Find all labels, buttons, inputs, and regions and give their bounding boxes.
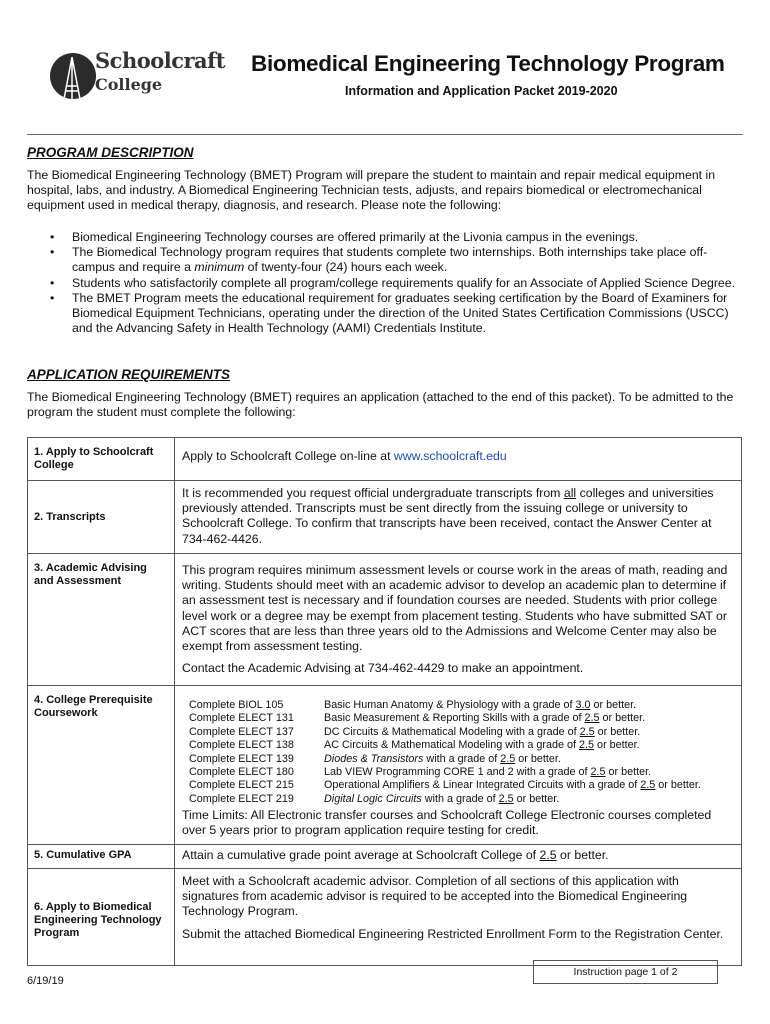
course-code: Complete BIOL 105 — [189, 699, 284, 711]
course-text: or better. — [599, 712, 646, 725]
course-text: or better. — [594, 725, 641, 738]
row-text: Submit the attached Biomedical Engineering Restricted Enrollment Form to the Registration Center. — [182, 927, 724, 942]
row-label: 1. Apply to Schoolcraft College — [28, 438, 175, 481]
course-name: Lab VIEW Programming CORE 1 and 2 — [324, 766, 514, 779]
course-code: Complete ELECT 131 — [189, 712, 294, 725]
program-description-intro: The Biomedical Engineering Technology (BMET) Program will prepare the student to maintain and repair medical equipment in hospital, labs, and industry. A Biomedical Engineering Technician tests, adjusts, and repairs biomedical or electromechanical equipment used in medical therapy, diagnosis, and research. Please note the following: — [27, 168, 716, 213]
course-name: Basic Human Anatomy & Physiology — [324, 699, 499, 711]
course-grade: 3.0 — [575, 699, 591, 711]
footer-date: 6/19/19 — [27, 975, 64, 987]
row-content — [175, 481, 742, 554]
row-text: Apply to Schoolcraft College on-line at — [182, 449, 394, 463]
divider — [27, 134, 743, 135]
course-requirement — [324, 712, 734, 725]
course-grade: 2.5 — [584, 712, 600, 725]
row-content — [175, 868, 742, 965]
row-label: 4. College Prerequisite Coursework — [28, 686, 175, 845]
course-text: with a grade of — [421, 792, 499, 805]
course-name: Operational Amplifiers & Linear Integrated Circuits — [324, 779, 564, 792]
schoolcraft-link[interactable]: www.schoolcraft.edu — [393, 449, 507, 463]
row-text: or better. — [556, 847, 609, 862]
course-code: Complete ELECT 180 — [189, 766, 294, 779]
row-text: Meet with a Schoolcraft academic advisor. Completion of all sections of this application with signatures from academic advisor is required to be accepted into the Biomedical Engineering Technology Program. — [182, 873, 688, 919]
row-content — [175, 844, 742, 868]
course-code: Complete ELECT 137 — [189, 725, 294, 738]
course-text: or better. — [594, 739, 640, 752]
table-row — [28, 844, 742, 868]
page-indicator: Instruction page 1 of 2 — [533, 960, 718, 984]
application-requirements-intro: The Biomedical Engineering Technology (BMET) requires an application (attached to the end of this packet). To be admitted to the program the student must complete the following: — [27, 390, 734, 420]
bullet-item: • Biomedical Engineering Technology courses are offered primarily at the Livonia campus in the evenings. — [50, 230, 740, 245]
bullet-text: of twenty-four (24) hours each week. — [244, 260, 448, 275]
course-requirement — [324, 739, 734, 752]
course-text: or better. — [515, 752, 561, 765]
row-label: 6. Apply to Biomedical Engineering Technology Program — [28, 868, 175, 965]
row-label: 5. Cumulative GPA — [28, 844, 175, 868]
logo-line2: College — [95, 75, 163, 94]
course-name: DC Circuits & Mathematical Modeling — [324, 725, 503, 738]
course-requirement — [324, 779, 734, 792]
row-content — [175, 554, 742, 686]
table-row — [28, 554, 742, 686]
row-text: Attain a cumulative grade point average at Schoolcraft College of — [182, 847, 540, 862]
course-text: with a grade of — [502, 725, 580, 738]
course-code: Complete ELECT 215 — [189, 779, 294, 792]
course-text: or better. — [605, 766, 652, 779]
course-requirement — [324, 753, 734, 766]
course-requirement — [324, 793, 734, 806]
course-text: or better. — [513, 792, 560, 805]
bullet-text: The Biomedical Technology program requires that students complete two internships. Both internships take place off-campus and require a — [72, 245, 708, 275]
course-text: or better. — [655, 779, 701, 792]
logo-emblem-icon — [50, 53, 96, 99]
row-content — [175, 438, 742, 481]
course-requirement — [324, 766, 734, 779]
course-text: with a grade of — [507, 712, 585, 725]
bullet-emphasis: minimum — [194, 260, 245, 275]
table-row — [28, 686, 742, 845]
course-text: with a grade of — [563, 779, 641, 792]
course-code: Complete ELECT 139 — [189, 752, 294, 765]
course-text: with a grade of — [498, 699, 576, 711]
course-list — [189, 699, 734, 806]
course-grade: 2.5 — [500, 752, 516, 765]
course-name: AC Circuits & Mathematical Modeling — [324, 739, 503, 752]
course-grade: 2.5 — [590, 766, 606, 779]
course-requirement — [324, 726, 734, 739]
row-label: 3. Academic Advising and Assessment — [28, 554, 175, 686]
table-row — [28, 868, 742, 965]
course-text: with a grade of — [513, 766, 591, 779]
row-underline: 2.5 — [539, 847, 557, 862]
time-limits: Time Limits: All Electronic transfer courses and Schoolcraft College Electronic courses completed over 5 years prior to program application require testing for credit. — [182, 808, 712, 838]
table-row — [28, 438, 742, 481]
bullet-item: • The BMET Program meets the educational requirement for graduates seeking certification by the Board of Examiners for Biomedical Equipment Technicians, operating under the direction of the United States Certification Commissions (USCC) and the Advancing Safety in Health Technology (AAMI) Credentials Institute. — [50, 291, 740, 337]
bullet-item: • Students who satisfactorily complete all program/college requirements qualify for an Associate of Applied Science Degree. — [50, 276, 740, 291]
schoolcraft-logo — [50, 48, 250, 101]
course-requirement — [324, 699, 734, 712]
requirements-table — [27, 437, 742, 966]
course-name: Diodes & Transistors — [324, 752, 424, 765]
course-text: with a grade of — [423, 752, 501, 765]
logo-line1: Schoolcraft — [95, 48, 225, 73]
course-name: Digital Logic Circuits — [324, 792, 422, 805]
row-underline: all — [563, 486, 577, 500]
row-text: colleges and universities previously attended. Transcripts must be sent directly from the issuing college or university to Schoolcraft College. To confirm that transcripts have been received, contact the Answer Center at 734-462-4426. — [182, 486, 714, 546]
course-grade: 2.5 — [640, 779, 656, 792]
course-name: Basic Measurement & Reporting Skills — [324, 712, 508, 725]
row-text: This program requires minimum assessment levels or course work in the areas of math, reading and writing. Students should meet with an academic advisor to develop an academic plan to determine if an assessment test is necessary and if foundation courses are needed. Students with prior college level work or a degree may be exempt from placement testing. Students who have submitted SAT or ACT scores that are less than three years old to the Admissions and Welcome Center may also be exempt from assessment testing. — [182, 563, 728, 654]
program-description-heading: PROGRAM DESCRIPTION — [27, 145, 194, 160]
course-code: Complete ELECT 219 — [189, 792, 294, 805]
table-row — [28, 481, 742, 554]
program-bullets — [50, 230, 740, 336]
row-content — [175, 686, 742, 845]
row-label: 2. Transcripts — [28, 481, 175, 554]
row-text: It is recommended you request official undergraduate transcripts from — [182, 486, 564, 500]
course-code: Complete ELECT 138 — [189, 739, 294, 752]
bullet-item — [50, 245, 740, 275]
course-text: with a grade of — [502, 739, 580, 752]
page-title: Biomedical Engineering Technology Program — [251, 51, 725, 76]
row-text: Contact the Academic Advising at 734-462-4429 to make an appointment. — [182, 661, 584, 676]
course-grade: 2.5 — [579, 739, 595, 752]
course-grade: 2.5 — [579, 725, 595, 738]
course-grade: 2.5 — [498, 792, 514, 805]
page-subtitle: Information and Application Packet 2019-2020 — [345, 84, 618, 98]
course-text: or better. — [590, 699, 637, 711]
application-requirements-heading: APPLICATION REQUIREMENTS — [27, 367, 231, 382]
